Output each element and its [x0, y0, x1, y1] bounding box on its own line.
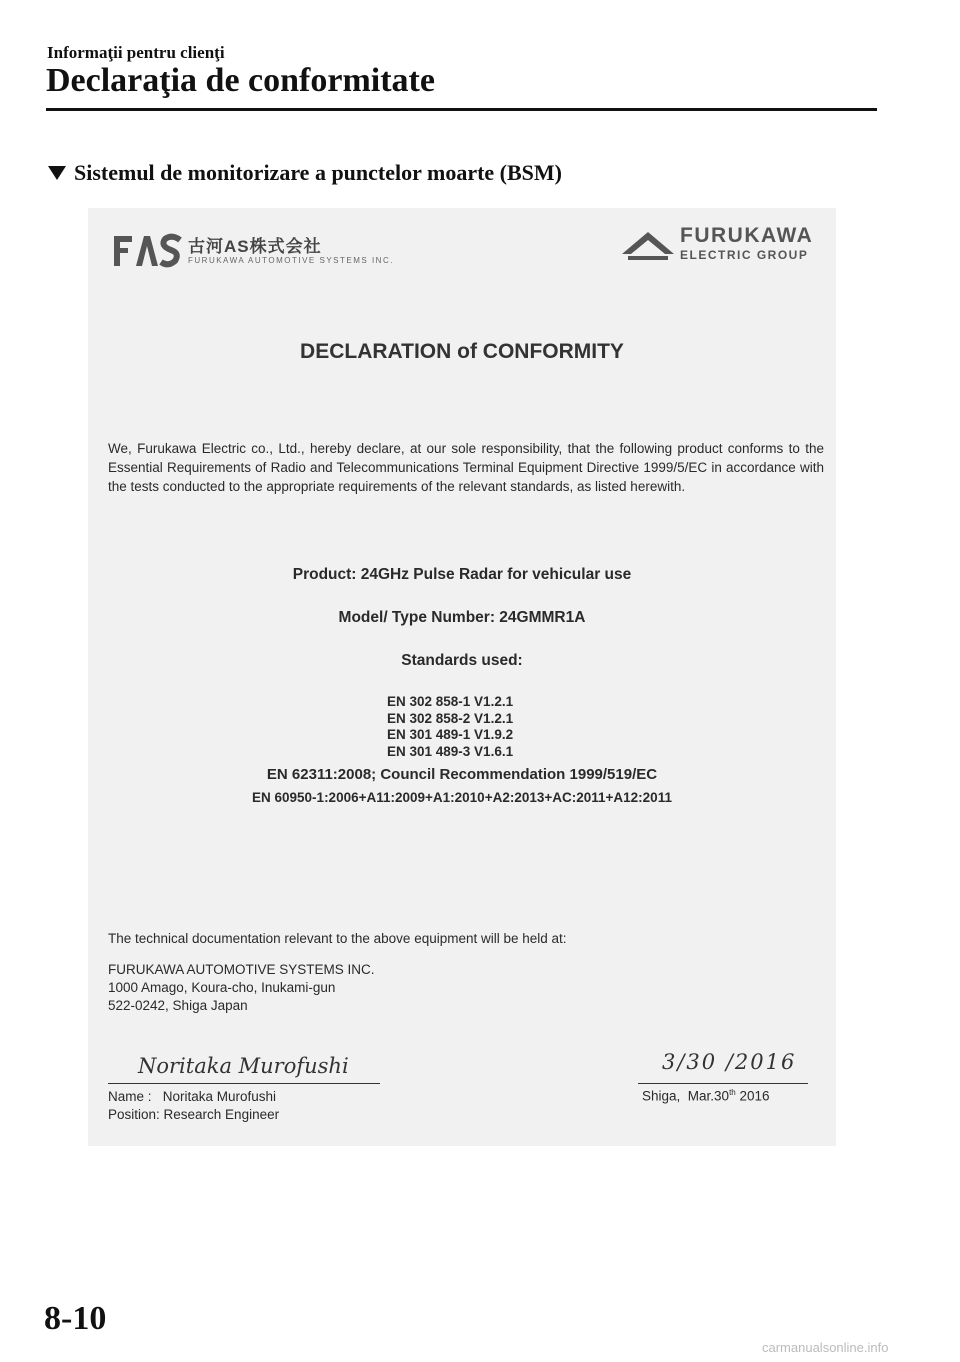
technical-documentation-note: The technical documentation relevant to the above equipment will be held at: [108, 931, 567, 946]
list-item: EN 301 489-3 V1.6.1 [387, 743, 514, 759]
furukawa-logo-icon [618, 226, 678, 266]
section-heading [48, 160, 562, 186]
handwritten-date: 3/30 /2016 [662, 1050, 797, 1074]
page-number: 8-10 [44, 1300, 107, 1337]
address-line: 522-0242, Shiga Japan [108, 998, 248, 1013]
signer-name: Name : Noritaka Murofushi [108, 1089, 277, 1104]
header-divider [46, 108, 877, 111]
triangle-down-icon [48, 166, 66, 180]
standard-line: EN 60950-1:2006+A11:2009+A1:2010+A2:2013+AC:2011+A12:2011 [252, 790, 672, 805]
document-title: DECLARATION of CONFORMITY [300, 340, 624, 363]
standards-heading: Standards used: [401, 652, 523, 669]
product-line: Product: 24GHz Pulse Radar for vehicular use [292, 566, 632, 583]
signature-line [108, 1083, 380, 1084]
place-text: Shiga, Mar.30 [642, 1088, 730, 1104]
fas-company-name-en: FURUKAWA AUTOMOTIVE SYSTEMS INC. [188, 256, 394, 265]
standard-line: EN 62311:2008; Council Recommendation 1999/519/EC [266, 766, 658, 783]
place-date [642, 1088, 770, 1104]
handwritten-signature: Noritaka Murofushi [138, 1054, 349, 1078]
address-block [108, 961, 375, 1015]
fas-logo-icon [114, 230, 184, 268]
furukawa-group: ELECTRIC GROUP [680, 248, 809, 262]
section-label: Informaţii pentru clienţi [47, 43, 225, 62]
page-title: Declaraţia de conformitate [46, 62, 435, 99]
ordinal-suffix: th [729, 1088, 736, 1097]
signer-block [108, 1088, 279, 1124]
place-year: 2016 [735, 1088, 770, 1104]
date-line [638, 1083, 808, 1084]
standards-list [387, 694, 513, 760]
watermark: carmanualsonline.info [762, 1340, 889, 1355]
section-title: Sistemul de monitorizare a punctelor moarte (BSM) [74, 160, 562, 185]
furukawa-name: FURUKAWA [680, 224, 814, 247]
fas-company-name-ja: 古河AS株式会社 [188, 237, 322, 256]
signer-position: Position: Research Engineer [108, 1107, 280, 1122]
list-item: EN 302 858-1 V1.2.1 [387, 694, 514, 709]
model-line: Model/ Type Number: 24GMMR1A [338, 609, 586, 626]
list-item: EN 302 858-2 V1.2.1 [387, 710, 514, 726]
address-line: FURUKAWA AUTOMOTIVE SYSTEMS INC. [108, 962, 375, 977]
conformity-certificate [88, 208, 836, 1146]
address-line: 1000 Amago, Koura-cho, Inukami-gun [108, 980, 336, 995]
list-item: EN 301 489-1 V1.9.2 [387, 727, 514, 742]
declaration-text: We, Furukawa Electric co., Ltd., hereby declare, at our sole responsibility, that the following product conforms to the Essential Requirements of Radio and Telecommunications Terminal Equipment Directive 1999/5/EC in accordance with the tests conducted to the appropriate requirements of the relevant standards, as listed herewith. [108, 441, 824, 494]
